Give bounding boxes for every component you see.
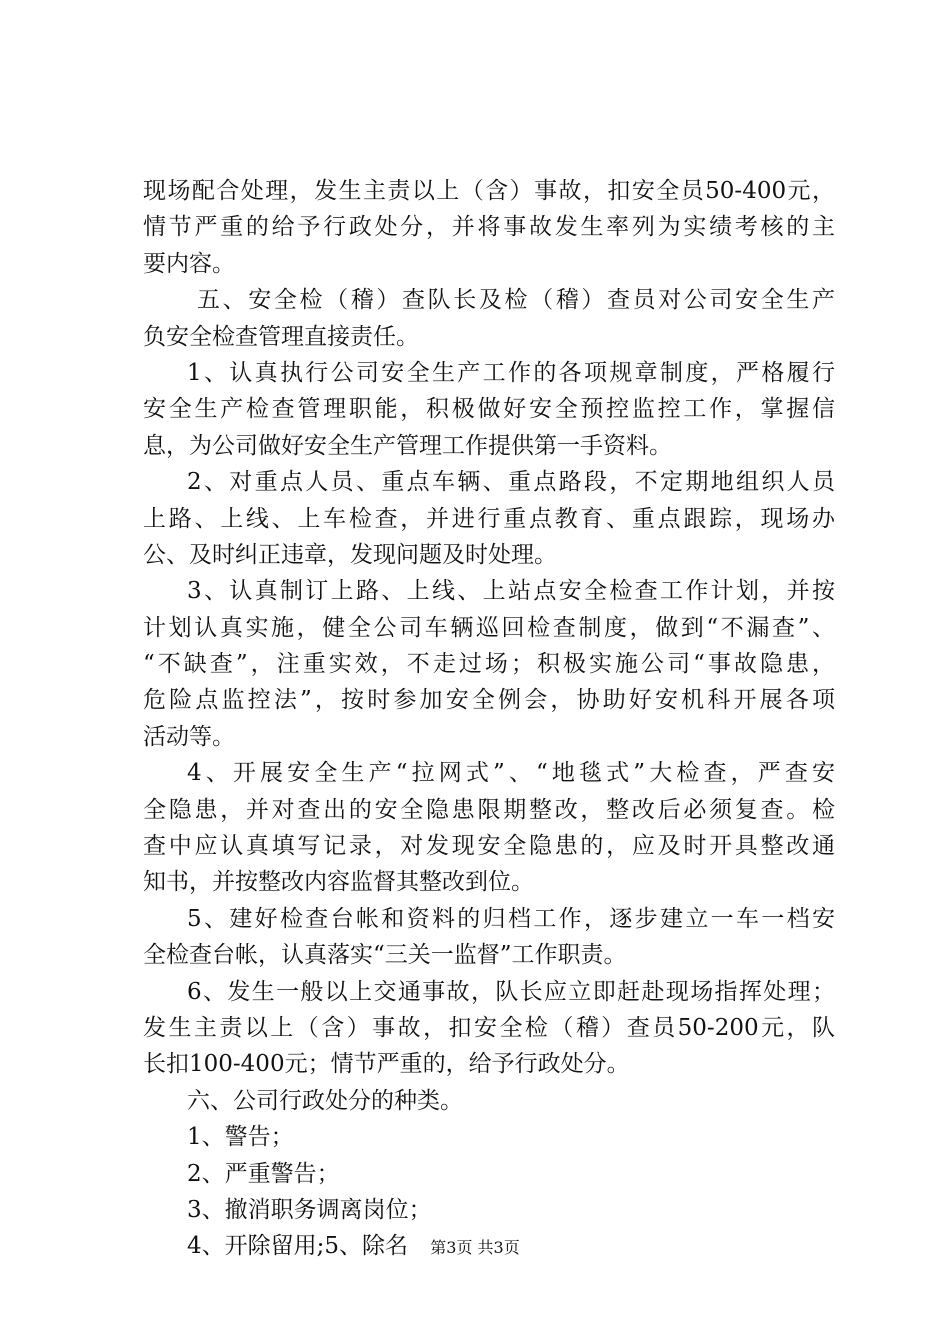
list-item: 4、开除留用;5、除名: [187, 1233, 409, 1260]
text-line: 要内容。: [143, 250, 235, 277]
text-line: 发生主责以上（含）事故，扣安全检（稽）查员50-200元，队: [143, 1014, 835, 1041]
page-number-footer: 第3页 共3页: [430, 1238, 520, 1257]
list-item: 1、警告；: [187, 1124, 294, 1151]
text-line: 计划认真实施，健全公司车辆巡回检查制度，做到“不漏查”、: [143, 614, 835, 641]
list-item: 1、认真执行公司安全生产工作的各项规章制度，严格履行: [187, 359, 835, 386]
text-line: 知书，并按整改内容监督其整改到位。: [143, 869, 534, 896]
text-line: 现场配合处理，发生主责以上（含）事故，扣安全员50-400元，: [143, 178, 835, 204]
text-line: 安全生产检查管理职能，积极做好安全预控监控工作，掌握信: [143, 396, 835, 423]
text-line: 全检查台帐，认真落实“三关一监督”工作职责。: [143, 942, 627, 969]
section-heading: 五、安全检（稽）查队长及检（稽）查员对公司安全生产: [197, 287, 835, 314]
list-item: 5、建好检查台帐和资料的归档工作，逐步建立一车一档安: [187, 905, 835, 932]
text-line: “不缺查”，注重实效，不走过场；积极实施公司“事故隐患，: [143, 651, 835, 678]
text-line: 公、及时纠正违章，发现问题及时处理。: [143, 541, 557, 568]
text-line: 长扣100-400元；情节严重的，给予行政处分。: [143, 1051, 630, 1078]
text-line: 全隐患，并对查出的安全隐患限期整改，整改后必须复查。检: [143, 796, 835, 823]
text-line: 上路、上线、上车检查，并进行重点教育、重点跟踪，现场办: [143, 505, 835, 532]
list-item: 3、撤消职务调离岗位；: [187, 1196, 432, 1223]
text-line: 活动等。: [143, 723, 235, 750]
text-line: 情节严重的给予行政处分，并将事故发生率列为实绩考核的主: [143, 214, 835, 241]
list-item: 6、发生一般以上交通事故，队长应立即赶赴现场指挥处理；: [187, 978, 835, 1005]
text-line: 负安全检查管理直接责任。: [143, 323, 419, 350]
list-item: 3、认真制订上路、上线、上站点安全检查工作计划，并按: [187, 578, 835, 605]
list-item: 2、严重警告；: [187, 1160, 340, 1187]
list-item: 4、开展安全生产“拉网式”、“地毯式”大检查，严查安: [187, 760, 835, 787]
section-heading: 六、公司行政处分的种类。: [187, 1087, 463, 1114]
document-body: [143, 173, 835, 1265]
text-line: 危险点监控法”，按时参加安全例会，协助好安机科开展各项: [143, 687, 835, 714]
text-line: 查中应认真填写记录，对发现安全隐患的，应及时开具整改通: [143, 833, 835, 860]
list-item: 2、对重点人员、重点车辆、重点路段，不定期地组织人员: [187, 469, 835, 496]
text-line: 息，为公司做好安全生产管理工作提供第一手资料。: [143, 432, 672, 459]
